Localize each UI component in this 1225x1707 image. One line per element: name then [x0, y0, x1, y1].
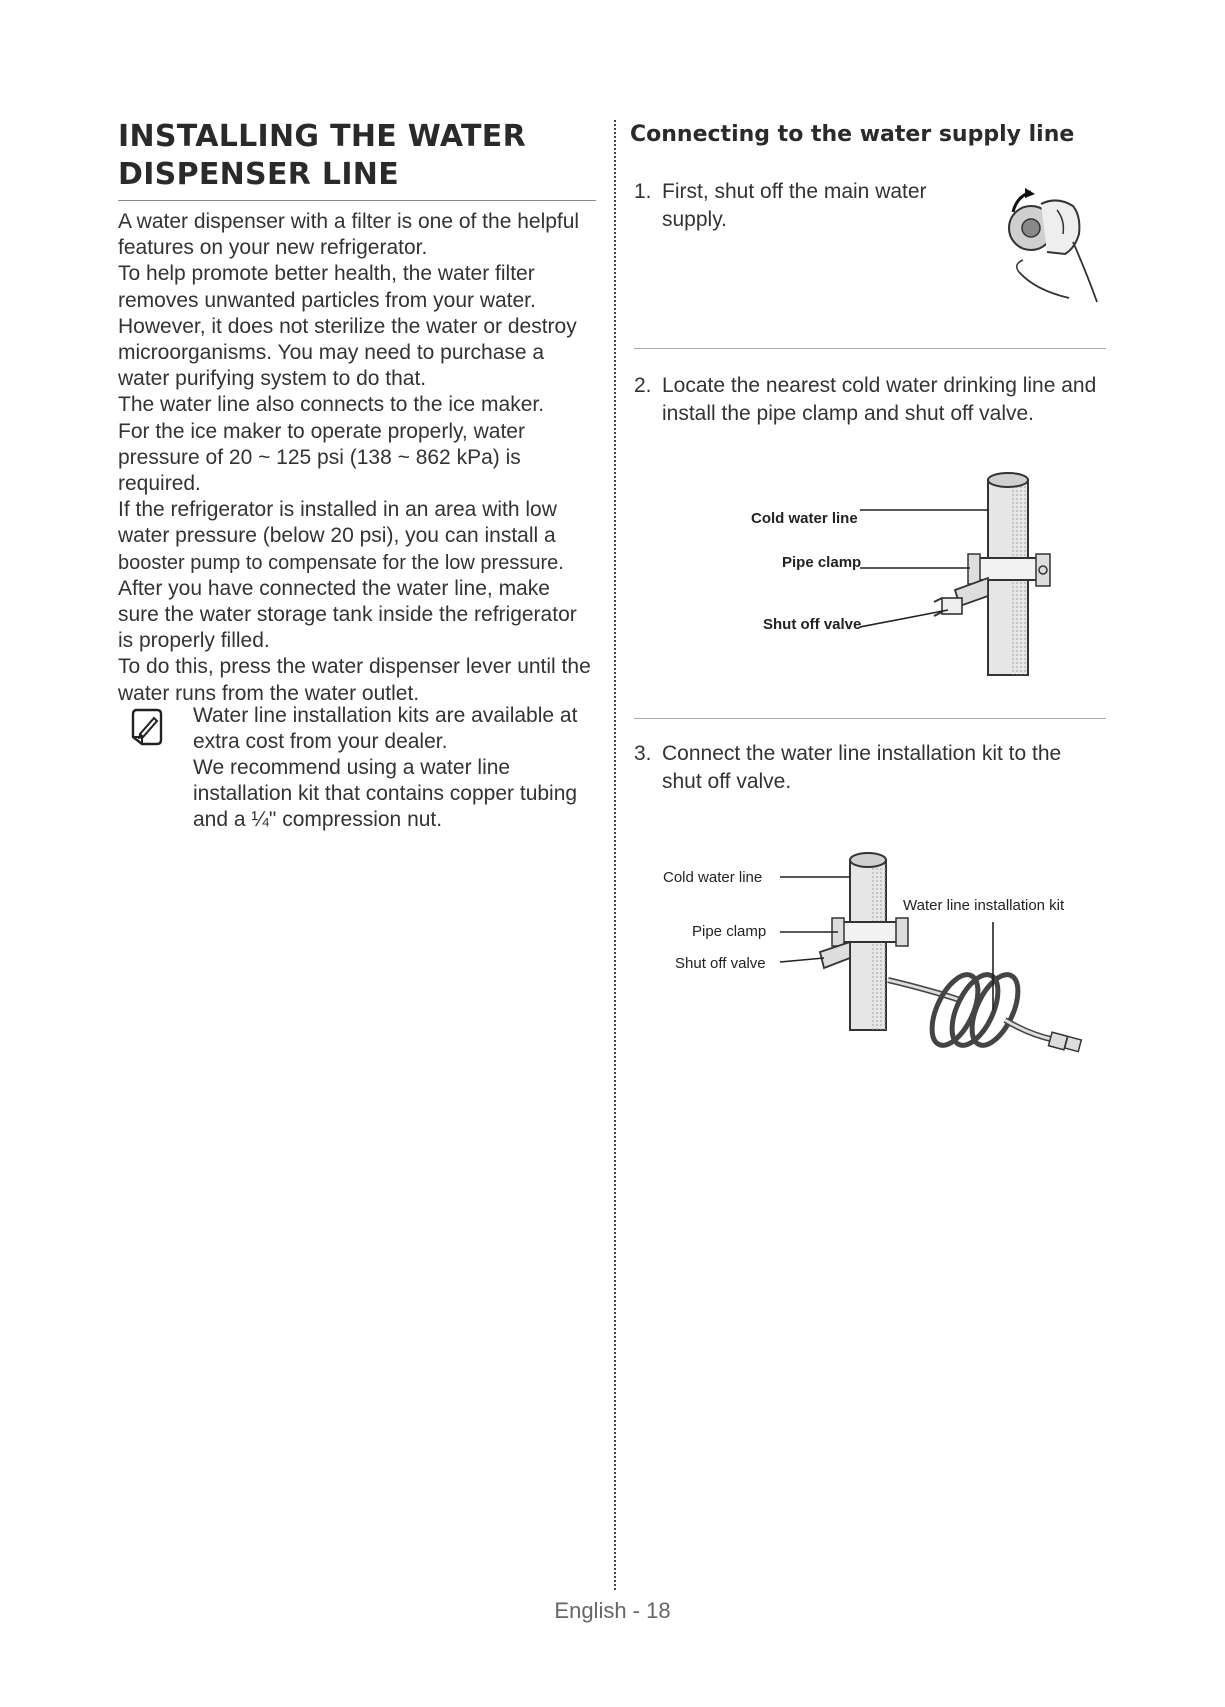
text-line: If the refrigerator is installed in an area with low [118, 498, 557, 522]
note-line: and a ¼" compression nut. [193, 808, 443, 831]
label-cold-water-line: Cold water line [663, 869, 763, 886]
step-line: Locate the nearest cold water drinking line and [662, 374, 1097, 397]
text-line: water purifying system to do that. [118, 367, 427, 391]
label-cold-water-line: Cold water line [751, 510, 858, 527]
step-line: Connect the water line installation kit to the [662, 742, 1062, 765]
note-line: Water line installation kits are available at [193, 704, 578, 727]
step-text [662, 372, 1096, 428]
text-line: features on your new refrigerator. [118, 236, 428, 260]
title-line-1: INSTALLING THE WATER [118, 119, 526, 154]
text-line: required. [118, 472, 201, 496]
text-line: For the ice maker to operate properly, water [118, 419, 525, 443]
text-line: To help promote better health, the water filter [118, 262, 535, 286]
pipe-clamp-valve-illustration [860, 470, 1060, 680]
label-shut-off-valve: Shut off valve [675, 955, 766, 972]
title-line-2: DISPENSER LINE [118, 157, 399, 192]
step-text [662, 178, 927, 234]
text-line: pressure of 20 ~ 125 psi (138 ~ 862 kPa) is [118, 445, 521, 469]
text-line: sure the water storage tank inside the refrigerator [118, 603, 577, 627]
note-line: installation kit that contains copper tubing [193, 782, 578, 805]
column-divider [614, 120, 616, 1590]
text-line: microorganisms. You may need to purchase a [118, 341, 545, 365]
title-rule [118, 200, 596, 201]
intro-paragraph [118, 209, 596, 707]
text-line: booster pump to compensate for the low pressure. [118, 551, 564, 574]
hand-valve-illustration [995, 182, 1105, 317]
step-separator [634, 348, 1106, 349]
step-number: 3. [634, 742, 652, 765]
label-pipe-clamp: Pipe clamp [692, 923, 767, 940]
section-title: Connecting to the water supply line [630, 122, 1075, 147]
note-text [193, 703, 593, 833]
step-line: shut off valve. [662, 770, 792, 793]
text-line: After you have connected the water line, make [118, 576, 550, 600]
step-separator [634, 718, 1106, 719]
text-line: water pressure (below 20 psi), you can install a [118, 524, 556, 548]
text-line: is properly filled. [118, 629, 270, 653]
label-pipe-clamp: Pipe clamp [782, 554, 862, 571]
step-line: First, shut off the main water [662, 180, 927, 203]
note-pencil-icon [130, 707, 164, 747]
text-line: A water dispenser with a filter is one of the helpful [118, 210, 580, 233]
text-line: water runs from the water outlet. [118, 681, 420, 705]
step-number: 1. [634, 180, 652, 203]
step-line: install the pipe clamp and shut off valve. [662, 402, 1035, 425]
text-line: The water line also connects to the ice maker. [118, 393, 545, 417]
note-line: extra cost from your dealer. [193, 730, 448, 753]
left-column [118, 118, 596, 707]
text-line: To do this, press the water dispenser lever until the [118, 655, 591, 679]
text-line: removes unwanted particles from your water. [118, 288, 536, 312]
step-text [662, 740, 1061, 796]
note-line: We recommend using a water line [193, 756, 511, 779]
label-water-line-installation-kit: Water line installation kit [903, 897, 1065, 914]
installation-kit-illustration [780, 840, 1100, 1060]
step-number: 2. [634, 374, 652, 397]
step-line: supply. [662, 208, 727, 231]
page-footer: English - 18 [554, 1598, 671, 1623]
text-line: However, it does not sterilize the water or destroy [118, 314, 577, 338]
page-title [118, 118, 596, 194]
label-shut-off-valve: Shut off valve [763, 616, 862, 633]
